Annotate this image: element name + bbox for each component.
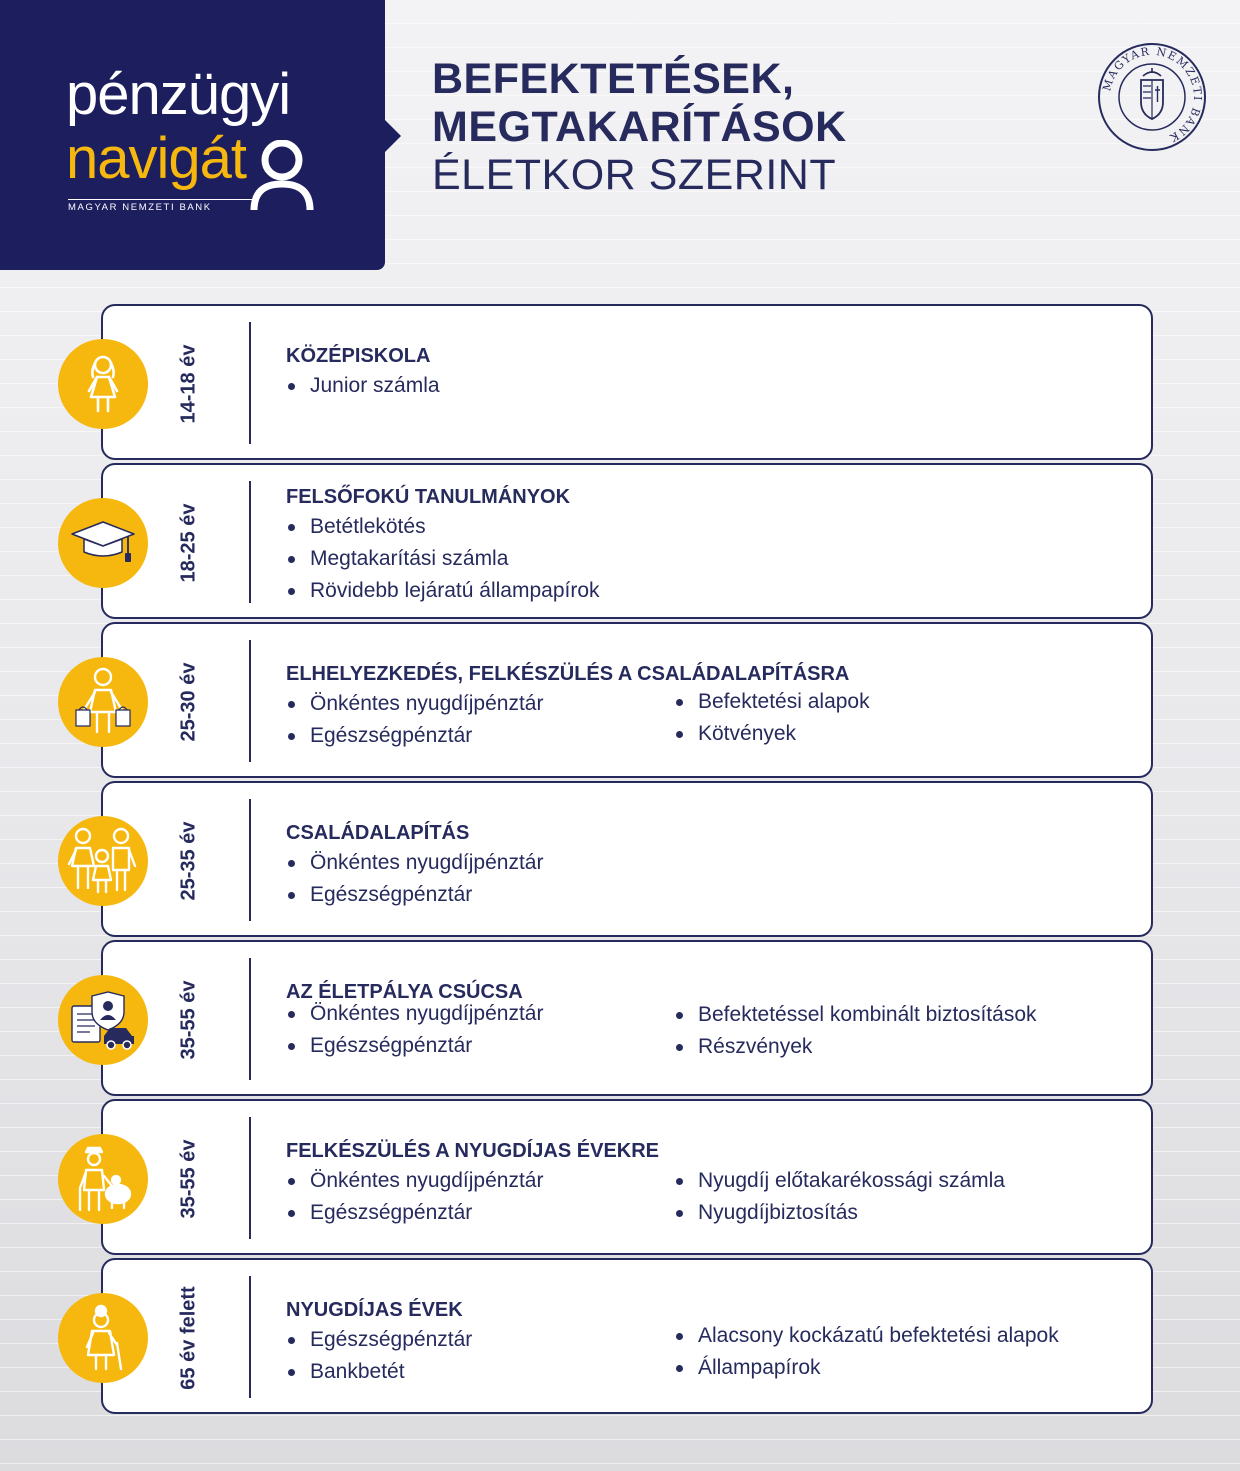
- stage-icon-circle: [58, 498, 148, 588]
- list-item: Önkéntes nyugdíjpénztár: [286, 1165, 543, 1197]
- stage-title: CSALÁDALAPÍTÁS: [286, 822, 470, 844]
- stage-title: AZ ÉLETPÁLYA CSÚCSA: [286, 981, 523, 1003]
- stage-divider: [249, 481, 251, 603]
- family-icon: [65, 826, 141, 896]
- stage-card-3: [101, 622, 1153, 778]
- logo-person-icon: [246, 140, 318, 216]
- stage-divider: [249, 322, 251, 444]
- list-item: Betétlekötés: [286, 511, 600, 543]
- list-item: Önkéntes nyugdíjpénztár: [286, 998, 543, 1030]
- stage-card-1: [101, 304, 1153, 460]
- stage-age: 25-35 év: [177, 821, 200, 901]
- stage-age: 35-55 év: [177, 1139, 200, 1219]
- stage-icon-circle: [58, 1134, 148, 1224]
- list-item: Alacsony kockázatú befektetési alapok: [674, 1320, 1059, 1352]
- shopping-woman-icon: [70, 666, 136, 738]
- stage-title: FELKÉSZÜLÉS A NYUGDÍJAS ÉVEKRE: [286, 1140, 660, 1162]
- stage-list-right: [674, 1320, 1059, 1384]
- list-item: Rövidebb lejáratú állampapírok: [286, 575, 600, 607]
- stage-list-right: [674, 999, 1037, 1063]
- list-item: Egészségpénztár: [286, 1324, 472, 1356]
- stage-list-left: [286, 511, 600, 607]
- stage-title: ELHELYEZKEDÉS, FELKÉSZÜLÉS A CSALÁDALAPÍTÁSRA: [286, 663, 850, 685]
- stage-list-left: [286, 370, 440, 402]
- stage-card-6: [101, 1099, 1153, 1255]
- title-line-1: BEFEKTETÉSEK,: [432, 55, 795, 103]
- stage-title: FELSŐFOKÚ TANULMÁNYOK: [286, 486, 571, 508]
- elderly-piggybank-icon: [70, 1144, 136, 1214]
- stage-icon-circle: [58, 657, 148, 747]
- list-item: Junior számla: [286, 370, 440, 402]
- stage-divider: [249, 640, 251, 762]
- stage-age: 18-25 év: [177, 503, 200, 583]
- stage-list-right: [674, 686, 870, 750]
- stage-card-2: [101, 463, 1153, 619]
- stage-age: 35-55 év: [177, 980, 200, 1060]
- page-title: [432, 55, 847, 199]
- stage-icon-circle: [58, 816, 148, 906]
- stage-age: 25-30 év: [177, 662, 200, 742]
- list-item: Állampapírok: [674, 1352, 1059, 1384]
- logo-subtitle: MAGYAR NEMZETI BANK: [68, 199, 254, 213]
- list-item: Kötvények: [674, 718, 870, 750]
- list-item: Egészségpénztár: [286, 1030, 543, 1062]
- title-line-3: ÉLETKOR SZERINT: [432, 151, 837, 199]
- list-item: Önkéntes nyugdíjpénztár: [286, 688, 543, 720]
- seal-text: MAGYAR NEMZETI BANK: [1100, 44, 1205, 145]
- list-item: Egészségpénztár: [286, 879, 543, 911]
- list-item: Befektetéssel kombinált biztosítások: [674, 999, 1037, 1031]
- stage-icon-circle: [58, 339, 148, 429]
- list-item: Befektetési alapok: [674, 686, 870, 718]
- stage-divider: [249, 958, 251, 1080]
- stage-card-5: [101, 940, 1153, 1096]
- stage-list-left: [286, 1165, 543, 1229]
- elderly-woman-icon: [75, 1303, 131, 1373]
- list-item: Nyugdíj előtakarékossági számla: [674, 1165, 1005, 1197]
- stage-divider: [249, 1276, 251, 1398]
- list-item: Egészségpénztár: [286, 1197, 543, 1229]
- stage-card-4: [101, 781, 1153, 937]
- list-item: Megtakarítási számla: [286, 543, 600, 575]
- stage-age: 14-18 év: [177, 344, 200, 424]
- list-item: Bankbetét: [286, 1356, 472, 1388]
- logo-panel: [0, 0, 385, 270]
- stage-icon-circle: [58, 1293, 148, 1383]
- title-line-2: MEGTAKARÍTÁSOK: [432, 103, 847, 151]
- stage-list-right: [674, 1165, 1005, 1229]
- stage-title: KÖZÉPISKOLA: [286, 345, 431, 367]
- list-item: Egészségpénztár: [286, 720, 543, 752]
- stage-divider: [249, 799, 251, 921]
- list-item: Nyugdíjbiztosítás: [674, 1197, 1005, 1229]
- stage-title: NYUGDÍJAS ÉVEK: [286, 1299, 463, 1321]
- mnb-seal-icon: [1097, 42, 1207, 152]
- logo-text-navigator: navigát: [66, 126, 247, 191]
- girl-icon: [75, 353, 131, 415]
- logo-text-penzugyi: pénzügyi: [66, 62, 291, 127]
- list-item: Önkéntes nyugdíjpénztár: [286, 847, 543, 879]
- stage-age: 65 év felett: [177, 1286, 200, 1390]
- stage-icon-circle: [58, 975, 148, 1065]
- stage-divider: [249, 1117, 251, 1239]
- stage-card-7: [101, 1258, 1153, 1414]
- graduation-cap-icon: [70, 518, 136, 568]
- stage-list-left: [286, 1324, 472, 1388]
- stage-list-left: [286, 688, 543, 752]
- insurance-car-icon: [68, 990, 138, 1050]
- stage-list-left: [286, 998, 543, 1062]
- list-item: Részvények: [674, 1031, 1037, 1063]
- stage-list-left: [286, 847, 543, 911]
